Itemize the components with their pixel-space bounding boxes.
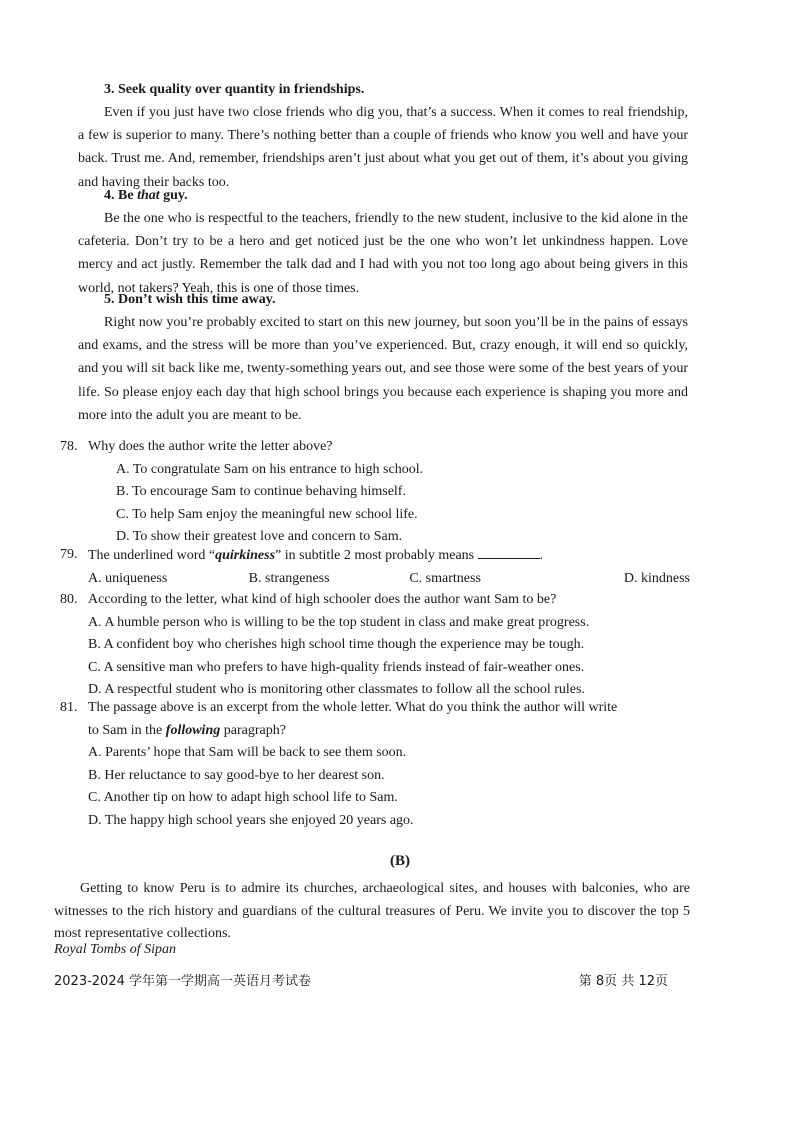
option-d: D. To show their greatest love and concern to Sam. [116,529,403,544]
question-stem: Why does the author write the letter above? [88,439,333,454]
tip-3 [78,78,688,194]
stem-post: paragraph? [220,722,286,738]
footer-page-number: 第 8页 共 12页 [578,974,668,989]
tip-5-heading: 5. Don’t wish this time away. [104,292,276,307]
option-c: C. A sensitive man who prefers to have high-quality friends instead of fair-weather ones. [88,659,585,675]
question-stem: According to the letter, what kind of high schooler does the author want Sam to be? [88,592,557,607]
stem-post: ” in subtitle 2 most probably means [275,548,475,563]
tip-4 [78,184,688,300]
stem-end: . [539,548,544,563]
option-a: A. Parents’ hope that Sam will be back to see them soon. [88,745,407,760]
underlined-word: quirkiness [215,548,276,563]
question-81 [60,697,690,832]
question-79 [60,544,690,590]
tip-3-heading: 3. Seek quality over quantity in friendships. [104,82,365,97]
tip-4-heading-emphasis: that [137,188,160,203]
option-c: C. Another tip on how to adapt high school life to Sam. [88,790,398,805]
option-c: C. To help Sam enjoy the meaningful new school life. [116,506,418,522]
emphasized-word: following [165,722,221,738]
option-c: C. smartness [409,570,481,586]
stem-pre: The underlined word “ [88,548,216,563]
tip-4-heading-pre: 4. Be [104,188,138,203]
question-number: 78. [60,439,78,454]
question-stem [88,544,543,568]
tip-4-heading-post: guy. [159,188,188,203]
question-number: 80. [60,592,78,607]
section-b-subheading: Royal Tombs of Sipan [54,942,176,957]
section-b-intro: Getting to know Peru is to admire its churches, archaeological sites, and houses with balconies, who are witnesses to the rich history and guardians of the cultural treasures of Peru. We invite you to discover the top 5 most representative collections. [54,881,690,941]
section-b-label: (B) [390,853,410,869]
question-number: 79. [60,547,78,562]
option-b: B. Her reluctance to say good-bye to her dearest son. [88,767,385,783]
option-a: A. To congratulate Sam on his entrance to high school. [116,461,424,477]
question-stem-line-1: The passage above is an excerpt from the whole letter. What do you think the author will write [88,700,618,715]
stem-pre: to Sam in the [88,722,166,738]
option-b: B. strangeness [248,570,330,586]
option-d: D. The happy high school years she enjoyed 20 years ago. [88,812,414,828]
option-a: A. A humble person who is willing to be the top student in class and make great progress. [88,614,590,630]
question-78 [60,436,690,549]
tip-5-body: Right now you’re probably excited to start on this new journey, but soon you’ll be in the pains of essays and exams, and the stress will be more than you’ve experienced. But, crazy enough, it will end so quickly, and you will sit back like me, twenty-something years out, and see those were some of the best years of your life. So please enjoy each day that high school brings you because each experience is shaping you more and more into the adult you are meant to be. [78,315,688,423]
option-d: D. A respectful student who is monitoring other classmates to follow all the school rules. [88,682,585,697]
option-d: D. kindness [623,570,691,586]
option-b: B. To encourage Sam to continue behaving himself. [116,484,406,499]
question-80 [60,589,690,702]
tip-5 [78,288,688,427]
question-number: 81. [60,700,78,715]
tip-3-body: Even if you just have two close friends who dig you, that’s a success. When it comes to real friendship, a few is superior to many. There’s nothing better than a couple of friends who know you well and have your back. Trust me. And, remember, friendships aren’t just about what you get out of them, it’s about you giving and having their backs too. [78,105,688,190]
option-a: A. uniqueness [88,570,168,586]
answer-blank [478,544,540,559]
question-stem-line-2 [60,720,690,743]
footer-exam-title: 2023-2024 学年第一学期高一英语月考试卷 [54,974,311,989]
options-row [60,568,690,591]
tip-4-heading [78,184,688,207]
option-b: B. A confident boy who cherishes high school time though the experience may be tough. [88,637,585,652]
tip-4-body: Be the one who is respectful to the teachers, friendly to the new student, inclusive to the kid alone in the cafeteria. Don’t try to be a hero and get noticed just be the one who won’t let unkindness happen. Love mercy and act justly. Remember the talk dad and I had with you not too long ago about being givers in this world, not takers? Yeah, this is one of those times. [78,211,688,296]
